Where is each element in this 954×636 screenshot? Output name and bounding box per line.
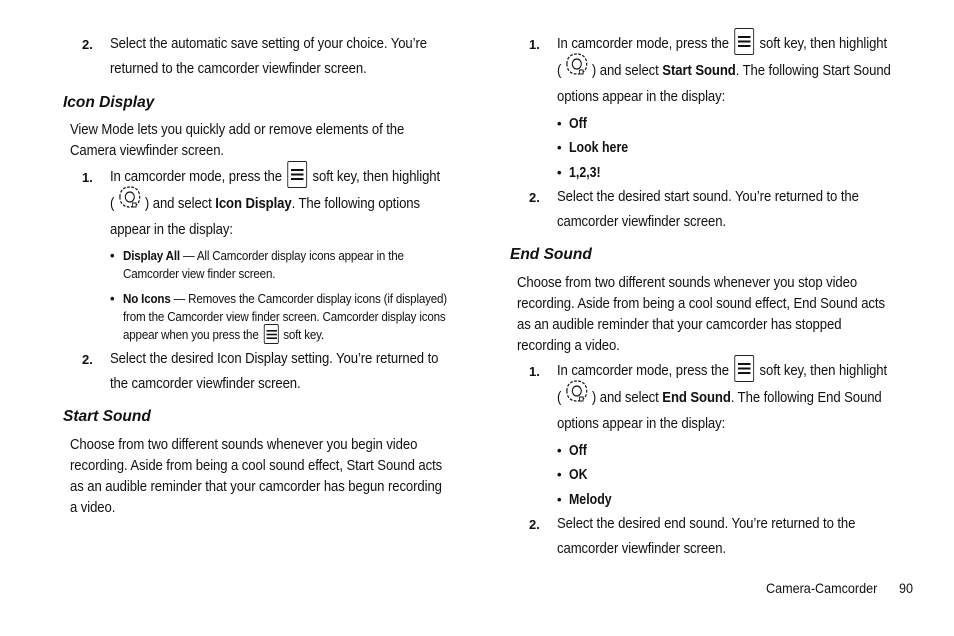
section-heading-start-sound: Start Sound [63, 408, 151, 425]
section-heading-icon-display: Icon Display [63, 94, 155, 111]
list-item: Display All — All Camcorder display icons appear in the Camcorder view finder screen. [123, 248, 404, 281]
bullet: • [557, 467, 562, 482]
section-intro: Choose from two different sounds whenever you stop video recording. Aside from being a cool sound effect, End Sound acts as an audible reminder that your camcorder has stopped recording a video. [517, 275, 885, 354]
page-number: 90 [899, 580, 914, 596]
step-number: 2. [529, 190, 540, 205]
step-number: 2. [529, 517, 540, 532]
option-item: Off [569, 116, 587, 132]
step-text: Select the desired end sound. You’re returned to the camcorder viewfinder screen. [557, 516, 856, 557]
menu-softkey-icon [734, 28, 754, 55]
step-text: In camcorder mode, press the soft key, then highlight ( ) and select End Sound. The following End Sound options appear in the display: [557, 359, 887, 437]
step-number: 1. [529, 37, 540, 52]
option-item: Off [569, 443, 587, 459]
section-intro: View Mode lets you quickly add or remove elements of the Camera viewfinder screen. [70, 122, 405, 159]
bullet: • [557, 492, 562, 507]
option-item: 1,2,3! [569, 165, 601, 181]
bullet: • [110, 248, 115, 263]
step-number: 2. [82, 37, 93, 52]
menu-softkey-icon [263, 324, 278, 344]
option-item: Look here [569, 140, 629, 156]
navigation-key-icon [561, 52, 592, 85]
section-intro: Choose from two different sounds whenever you begin video recording. Aside from being a cool sound effect, Start Sound acts as an audible reminder that your camcorder has begun recording a video. [70, 437, 443, 516]
step-text: Select the desired start sound. You’re returned to the camcorder viewfinder screen. [557, 189, 859, 230]
navigation-key-icon [561, 379, 592, 412]
option-item: OK [569, 467, 588, 483]
step-text: Select the automatic save setting of your choice. You’re returned to the camcorder viewfinder screen. [110, 36, 427, 77]
bullet: • [557, 140, 562, 155]
menu-softkey-icon [287, 161, 307, 188]
footer-section-title: Camera-Camcorder [766, 580, 878, 596]
list-item: No Icons — Removes the Camcorder display icons (if displayed) from the Camcorder view finder screen. Camcorder display icons appear when you press the soft key. [123, 291, 448, 342]
section-heading-end-sound: End Sound [510, 246, 592, 263]
step-number: 2. [82, 352, 93, 367]
step-text: In camcorder mode, press the soft key, then highlight ( ) and select Start Sound. The following Start Sound options appear in the display: [557, 32, 891, 110]
option-item: Melody [569, 492, 612, 508]
navigation-key-icon [114, 185, 145, 218]
bullet: • [557, 165, 562, 180]
step-number: 1. [529, 364, 540, 379]
bullet: • [557, 443, 562, 458]
step-text: In camcorder mode, press the soft key, then highlight ( ) and select Icon Display. The following options appear in the display: [110, 165, 440, 243]
step-text: Select the desired Icon Display setting. You’re returned to the camcorder viewfinder screen. [110, 351, 439, 392]
step-number: 1. [82, 170, 93, 185]
bullet: • [110, 291, 115, 306]
bullet: • [557, 116, 562, 131]
menu-softkey-icon [734, 355, 754, 382]
